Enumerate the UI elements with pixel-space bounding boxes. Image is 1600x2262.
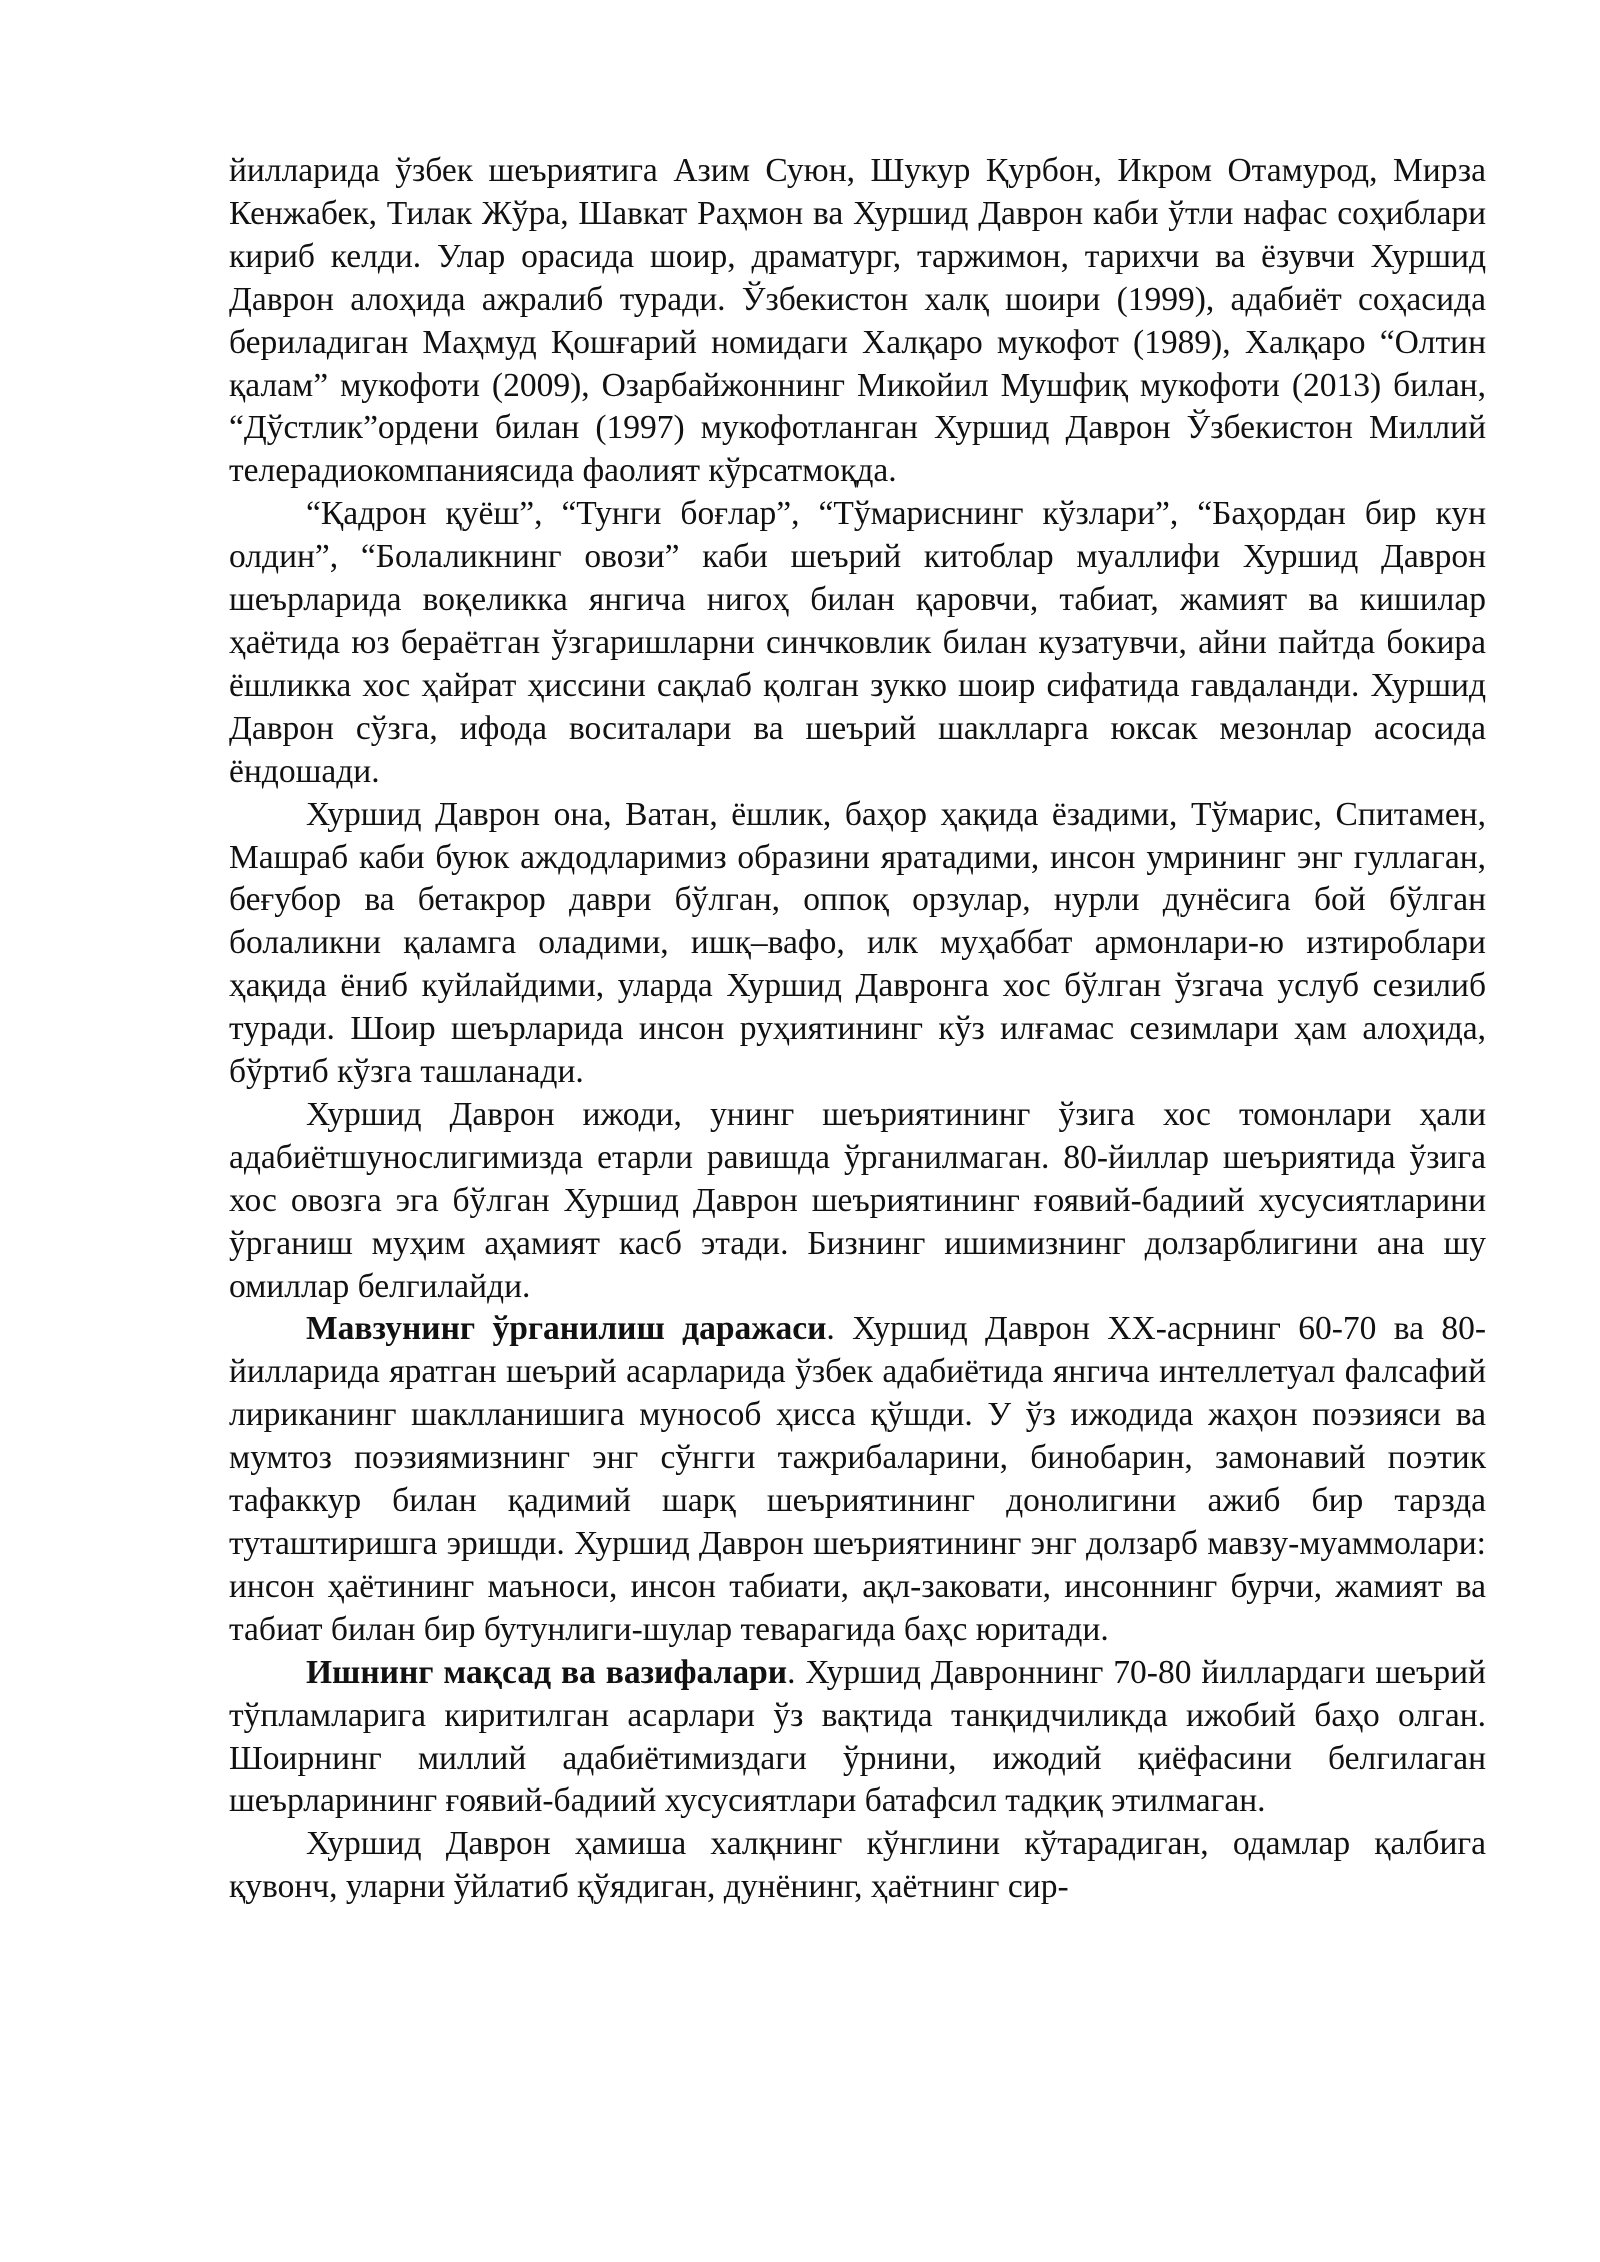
paragraph-4 (229, 1094, 1486, 1309)
paragraph-text: “Қадрон қуёш”, “Тунги боғлар”, “Тўмариснинг кўзлари”, “Баҳордан бир кун олдин”, “Болаликнинг овози” каби шеърий китоблар муаллифи Хуршид Даврон шеърларида воқеликка янгича нигоҳ билан қаровчи, табиат, жамият ва кишилар ҳаётида юз бераётган ўзгаришларни синчковлик билан кузатувчи, айни пайтда бокира ёшликка хос ҳайрат ҳиссини сақлаб қолган зукко шоир сифатида гавдаланди. Хуршид Даврон сўзга, ифода воситалари ва шеърий шаклларга юксак мезонлар асосида ёндошади. (229, 495, 1486, 790)
paragraph-3 (229, 794, 1486, 1094)
paragraph-text: Хуршид Даврон ҳамиша халқнинг кўнглини кўтарадиган, одамлар қалбига қувонч, уларни ўйлатиб қўядиган, дунёнинг, ҳаётнинг сир- (229, 1825, 1486, 1906)
section-heading-goals-tasks: Ишнинг мақсад ва вазифалари (306, 1653, 788, 1691)
paragraph-2 (229, 493, 1486, 793)
document-page (229, 150, 1486, 1909)
paragraph-text: . Хуршид Даврон ХХ-асрнинг 60-70 ва 80-йилларида яратган шеърий асарларида ўзбек адабиётида янгича интеллетуал фалсафий лириканинг шаклланишига мунособ ҳисса қўшди. У ўз ижодида жаҳон поэзияси ва мумтоз поэзиямизнинг энг сўнгги тажрибаларини, бинобарин, замонавий поэтик тафаккур билан қадимий шарқ шеъриятининг донолигини ажиб бир тарзда туташтиришга эришди. Хуршид Даврон шеъриятининг энг долзарб мавзу-муаммолари: инсон ҳаётининг маъноси, инсон табиати, ақл-заковати, инсоннинг бурчи, жамият ва табиат билан бир бутунлиги-шулар теварагида баҳс юритади. (229, 1310, 1487, 1648)
paragraph-5 (229, 1308, 1486, 1651)
paragraph-7 (229, 1823, 1486, 1909)
paragraph-text: Хуршид Даврон она, Ватан, ёшлик, баҳор ҳақида ёзадими, Тўмарис, Спитамен, Машраб каби буюк аждодларимиз образини яратадими, инсон умрининг энг гуллаган, беғубор ва бетакрор даври бўлган, оппоқ орзулар, нурли дунёсига бой бўлган болаликни қаламга оладими, ишқ–вафо, илк муҳаббат армонлари-ю изтироблари ҳақида ёниб куйлайдими, уларда Хуршид Давронга хос бўлган ўзгача услуб сезилиб туради. Шоир шеърларида инсон руҳиятининг кўз илғамас сезимлари ҳам алоҳида, бўртиб кўзга ташланади. (229, 795, 1486, 1091)
paragraph-1 (229, 150, 1486, 493)
paragraph-text: йилларида ўзбек шеъриятига Азим Суюн, Шукур Қурбон, Икром Отамурод, Мирза Кенжабек, Тилак Жўра, Шавкат Раҳмон ва Хуршид Даврон каби ўтли нафас соҳиблари кириб келди. Улар орасида шоир, драматург, таржимон, тарихчи ва ёзувчи Хуршид Даврон алоҳида ажралиб туради. Ўзбекистон халқ шоири (1999), адабиёт соҳасида бериладиган Маҳмуд Қошғарий номидаги Халқаро мукофот (1989), Халқаро “Олтин қалам” мукофоти (2009), Озарбайжоннинг Микойил Мушфиқ мукофоти (2013) билан, “Дўстлик”ордени билан (1997) мукофотланган Хуршид Даврон Ўзбекистон Миллий телерадиокомпаниясида фаолият кўрсатмоқда. (229, 152, 1486, 490)
paragraph-text: Хуршид Даврон ижоди, унинг шеъриятининг ўзига хос томонлари ҳали адабиётшунослигимизда етарли равишда ўрганилмаган. 80-йиллар шеъриятида ўзига хос овозга эга бўлган Хуршид Даврон шеъриятининг ғоявий-бадиий хусусиятларини ўрганиш муҳим аҳамият касб этади. Бизнинг ишимизнинг долзарблигини ана шу омиллар белгилайди. (229, 1095, 1486, 1305)
section-heading-topic-study: Мавзунинг ўрганилиш даражаси (306, 1310, 827, 1348)
paragraph-6 (229, 1652, 1486, 1824)
paragraph-text: . Хуршид Давроннинг 70-80 йиллардаги шеърий тўпламларига киритилган асарлари ўз вақтида танқидчиликда ижобий баҳо олган. Шоирнинг миллий адабиётимиздаги ўрнини, ижодий қиёфасини белгилаган шеърларининг ғоявий-бадиий хусусиятлари батафсил тадқиқ этилмаган. (229, 1653, 1486, 1820)
